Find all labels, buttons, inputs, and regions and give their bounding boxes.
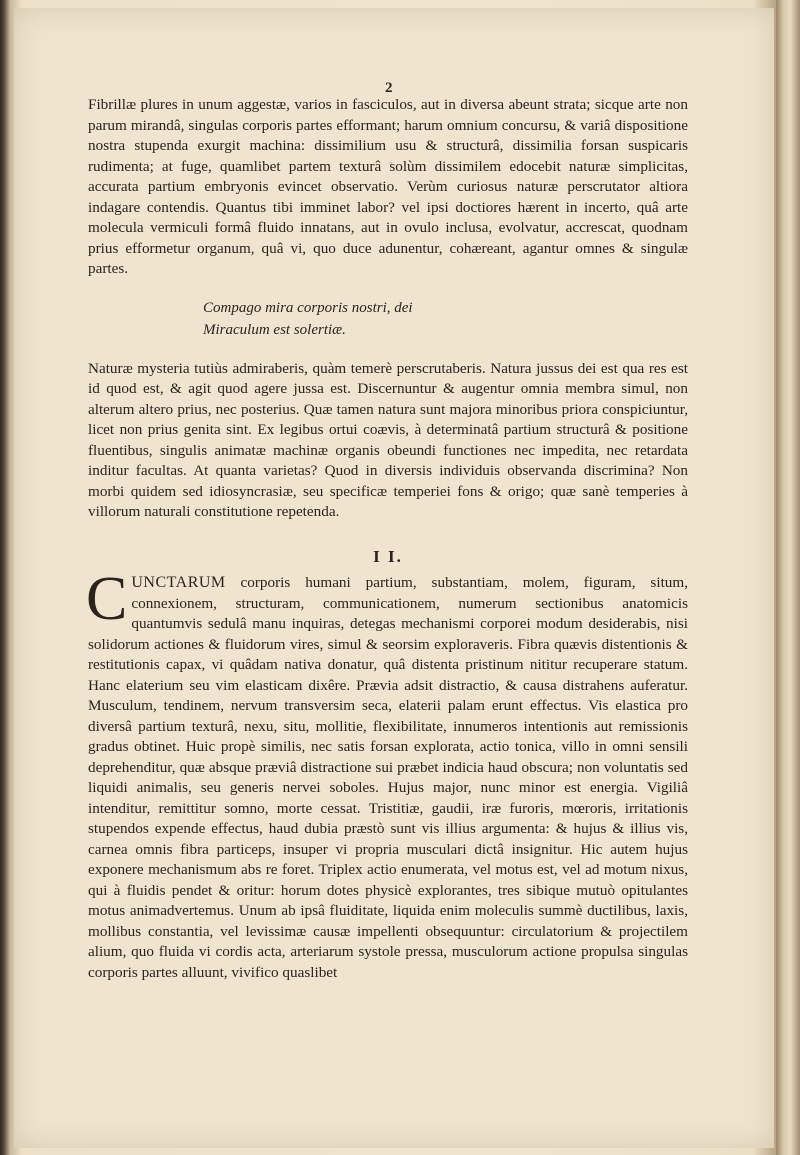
paragraph-3-container [86, 565, 688, 983]
section-lead-word: UNCTARUM [131, 574, 226, 591]
adjacent-page-edge [776, 0, 800, 1155]
verse-line-1: Compago mira corporis nostri, dei [203, 299, 413, 316]
verse-quote [203, 297, 688, 341]
page-number: 2 [385, 80, 393, 96]
paragraph-1: Fibrillæ plures in unum aggestæ, varios in fasciculos, aut in diversa abeunt strata; sicque arte non parum mirandâ, singulas corporis partes efformant; harum omnium concursu, & variâ dispositione nostra stupenda exurgit machina: dissimilium usu & structurâ, dissimilia forsan suspicaris rudimenta; at fuge, quamlibet partem texturâ solùm dissimilem edocebit naturæ simplicitas, accurata partium embryonis evincet observatio. Verùm curiosus naturæ perscrutator altiora indagare contendis. Quantus tibi imminet labor? vel ipsi doctiores hærent in incerto, quâ arte molecula vermiculi formâ fluido innatans, aut in ovulo inclusa, evolvatur, accrescat, quodnam prius efformetur organum, quâ vi, quo duce adunentur, cohæreant, agantur omnes & singulæ partes. [88, 96, 688, 277]
drop-cap: C [86, 565, 128, 633]
verse-line-2: Miraculum est solertiæ. [203, 321, 346, 338]
page-body [88, 95, 688, 983]
section-heading: I I. [373, 546, 403, 566]
paragraph-3: corporis humani partium, substantiam, molem, figuram, situm, connexionem, structuram, communicationem, numerum sectionibus anatomicis quantumvis sedulâ manu inquiras, detegas mechanismi corporei modum desiderabis, nisi solidorum actiones & fluidorum vires, simul & seorsim exploraveris. Fibra quævis distentionis & restitutionis capax, vi quâdam nativa donatur, quâ distenta pristinum nititur recuperare statum. Hanc elaterium seu vim elasticam dixêre. Prævia adsit distractio, & causa distrahens auferatur. Musculum, tendinem, nervum transversim seca, elaterii palam erunt effectus. Vis elastica pro diversâ partium texturâ, nexu, situ, mollitie, flexibilitate, innumeros intentionis aut remissionis gradus obtinet. Huic propè similis, nec satis forsan explorata, actio tonica, villo in omni sensili deprehenditur, quæ absque præviâ distractione sui præbet indicia haud obscura; non voluntatis sed liquidi animalis, seu generis nervei soboles. Hujus major, nunc minor est energia. Vigiliâ intenditur, remittitur somno, morte cessat. Tristitiæ, gaudii, iræ furoris, mœroris, irritationis stupendos expende effectus, haud dubia præstò sunt vis illius argumenta: & hujus & illius vis, carnea omnis fibra particeps, insuper vi propria musculari dictâ insignitur. Hic autem hujus exponere mechanismum abs re foret. Triplex actio enumerata, vel motus est, vel ad motum nixus, qui à fluidis pendet & oritur: horum dotes physicè explorantes, tres sibique mutuò opitulantes motus animadvertemus. Unum ab ipsâ fluiditate, liquida enim moleculis summè ductilibus, laxis, mollibus constantia, vel levissimæ causæ impellenti obsequuntur: circulatorium & projectilem alium, quo fluida vi cordis acta, arteriarum systole pressa, musculorum actione propulsa singulas corporis partes alluunt, vivifico quaslibet [88, 574, 688, 981]
paragraph-2: Naturæ mysteria tutiùs admiraberis, quàm temerè perscrutaberis. Natura jussus dei est qua res est id quod est, & agit quod agere jussa est. Discernuntur & augentur omnia membra simul, non alterum altero prius, nec posterius. Quæ tamen natura sunt majora minoribus priora conspiciuntur, licet non prius genita sint. Ex legibus ortui coævis, à determinatâ partium structurâ & positione fluentibus, singulis animatæ machinæ organis obeundi functiones nec impedita, nec retardata inditur facultas. At quanta varietas? Quod in diversis individuis observanda discrimina? Non morbi quidem sed idiosyncrasiæ, seu specificæ temperiei fons & origo; quæ sanè temperies à villorum naturali constitutione repetenda. [88, 359, 688, 520]
